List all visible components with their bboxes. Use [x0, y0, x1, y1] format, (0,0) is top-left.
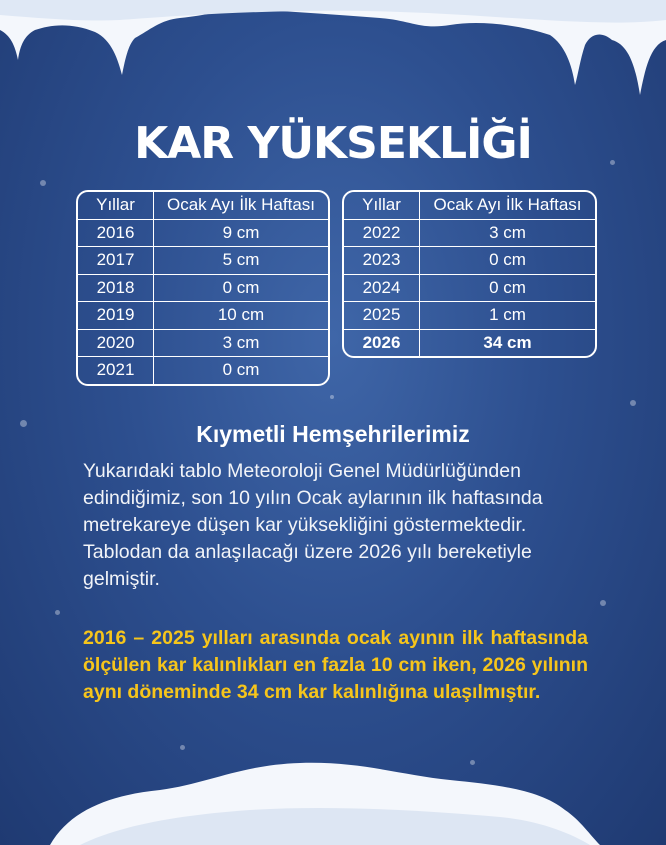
year-cell: 2017	[78, 247, 154, 275]
year-cell: 2022	[344, 219, 420, 247]
depth-cell: 0 cm	[154, 357, 329, 384]
year-cell: 2020	[78, 329, 154, 357]
depth-cell: 0 cm	[420, 247, 596, 275]
body-paragraph: Yukarıdaki tablo Meteoroloji Genel Müdürlüğünden edindiğimiz, son 10 yılın Ocak aylarının ilk haftasında metrekareye düşen kar yüksekliğini göstermektedir. Tablodan da anlaşılacağı üzere 2026 yılı bereketiyle gelmiştir.	[83, 460, 543, 590]
year-cell: 2024	[344, 274, 420, 302]
table-row	[344, 247, 595, 275]
snowflake	[600, 600, 606, 606]
snowflake	[55, 610, 60, 615]
table-row	[78, 247, 328, 275]
depth-cell: 5 cm	[154, 247, 329, 275]
snow-table-left	[76, 190, 330, 386]
column-header-years: Yıllar	[78, 192, 154, 219]
depth-cell: 34 cm	[420, 329, 596, 356]
table-row	[344, 274, 595, 302]
column-header-years: Yıllar	[344, 192, 420, 219]
table-row	[78, 357, 328, 384]
column-header-first-week: Ocak Ayı İlk Haftası	[420, 192, 596, 219]
year-cell: 2016	[78, 219, 154, 247]
snowflake	[630, 400, 636, 406]
snow-bottom-decoration	[0, 755, 666, 845]
snow-table-right	[342, 190, 597, 358]
depth-cell: 0 cm	[420, 274, 596, 302]
snowflake	[180, 745, 185, 750]
table-row	[78, 274, 328, 302]
depth-cell: 1 cm	[420, 302, 596, 330]
year-cell: 2021	[78, 357, 154, 384]
column-header-first-week: Ocak Ayı İlk Haftası	[154, 192, 329, 219]
depth-cell: 10 cm	[154, 302, 329, 330]
table-row	[344, 302, 595, 330]
table-row	[78, 329, 328, 357]
year-cell: 2026	[344, 329, 420, 356]
table-row	[78, 302, 328, 330]
year-cell: 2025	[344, 302, 420, 330]
depth-cell: 3 cm	[154, 329, 329, 357]
depth-cell: 3 cm	[420, 219, 596, 247]
table-row-highlight	[344, 329, 595, 356]
depth-cell: 0 cm	[154, 274, 329, 302]
year-cell: 2023	[344, 247, 420, 275]
page-title: KAR YÜKSEKLİĞİ	[134, 118, 532, 169]
snow-top-decoration	[0, 0, 666, 110]
highlight-paragraph: 2016 – 2025 yılları arasında ocak ayının ilk haftasında ölçülen kar kalınlıkları en fazla 10 cm iken, 2026 yılının aynı döneminde 34 cm kar kalınlığına ulaşılmıştır.	[83, 627, 588, 703]
year-cell: 2019	[78, 302, 154, 330]
section-heading: Kıymetli Hemşehrilerimiz	[196, 421, 470, 447]
depth-cell: 9 cm	[154, 219, 329, 247]
snowflake	[40, 180, 46, 186]
year-cell: 2018	[78, 274, 154, 302]
snowflake	[330, 395, 334, 399]
table-row	[344, 219, 595, 247]
table-row	[78, 219, 328, 247]
